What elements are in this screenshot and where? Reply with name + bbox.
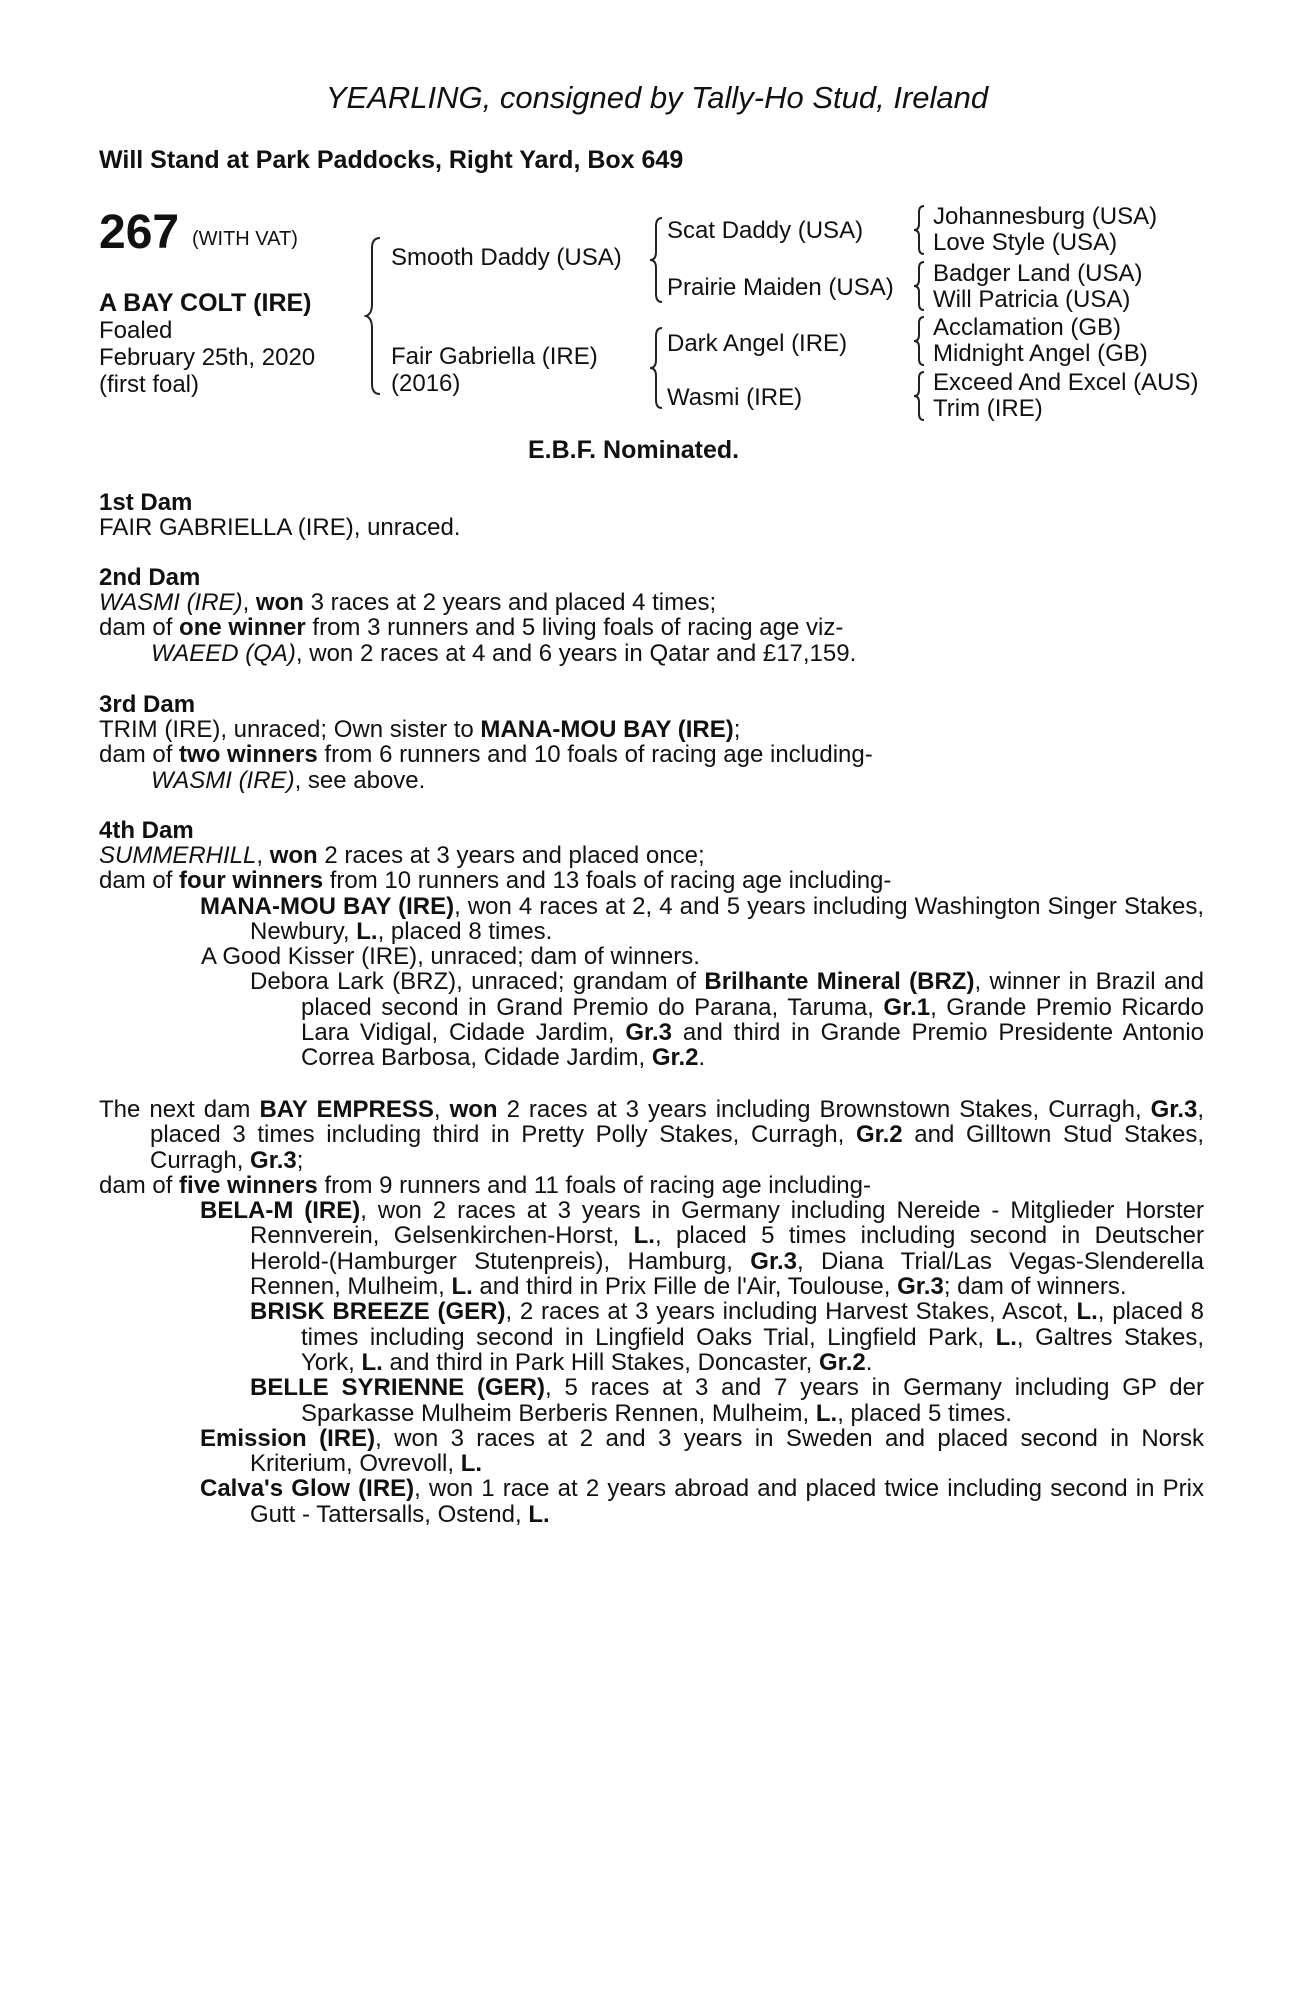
text-run: , Grande Premio Ricardo Lara Vidigal, Cidade Jardim,: [301, 993, 1204, 1047]
grandchild-name: Brilhante Mineral (BRZ): [704, 968, 975, 996]
text-run: 2 races at 3 years and placed once;: [317, 842, 705, 869]
ebf-note: E.B.F. Nominated.: [528, 436, 740, 464]
produce-a-good-kisser: A Good Kisser (IRE), unraced; dam of winners.: [201, 943, 700, 971]
text-run: 3 races at 2 years and placed 4 times;: [303, 589, 717, 616]
text-run: Debora Lark (BRZ), unraced; grandam of: [250, 968, 705, 996]
first-dam-section: [99, 490, 1204, 540]
produce-emission: [99, 1426, 1204, 1477]
text-run: ;: [733, 716, 741, 743]
won-text: won: [255, 589, 304, 616]
group-mark: Gr.3: [625, 1019, 673, 1047]
stand-location: Will Stand at Park Paddocks, Right Yard, Box 649: [99, 146, 684, 174]
text-run: , 5 races at 3 and 7 years in Germany including GP der Sparkasse Mulheim Berberis Rennen, Mulheim,: [301, 1374, 1204, 1427]
first-dam-text: FAIR GABRIELLA (IRE), unraced.: [99, 514, 461, 541]
text-run: from 6 runners and 10 foals of racing age including-: [317, 741, 873, 769]
group-mark: Gr.3: [250, 1146, 297, 1174]
ggp-6: Midnight Angel (GB): [933, 340, 1148, 367]
lot-number: 267: [99, 206, 180, 259]
winners-count: two winners: [179, 741, 318, 769]
listed-mark: L.: [995, 1323, 1017, 1351]
pedigree-sire-sire: Scat Daddy (USA): [667, 217, 864, 244]
grandchild-name: BELLE SYRIENNE (GER): [250, 1374, 545, 1402]
group-mark: Gr.3: [897, 1273, 944, 1301]
ggp-8: Trim (IRE): [933, 395, 1043, 422]
pedigree-dam-sire: Dark Angel (IRE): [667, 330, 848, 357]
page-title: YEARLING, consigned by Tally-Ho Stud, Ireland: [325, 80, 989, 115]
second-dam-produce: [99, 641, 1204, 666]
listed-mark: L.: [1076, 1298, 1098, 1326]
ggp-5: Acclamation (GB): [933, 314, 1122, 341]
ggp-brace-4: [912, 370, 928, 422]
group-mark: Gr.2: [651, 1044, 699, 1072]
produce-name: BELA-M (IRE): [200, 1197, 361, 1225]
text-run: and Gilltown Stud Stakes, Curragh,: [150, 1121, 1204, 1174]
pedigree-sire-dam: Prairie Maiden (USA): [667, 274, 894, 301]
ggp-4: Will Patricia (USA): [933, 286, 1131, 313]
listed-mark: L.: [451, 1273, 473, 1301]
text-run: ,: [256, 842, 270, 869]
text-run: , 2 races at 3 years including Harvest Stakes, Ascot,: [505, 1298, 1077, 1326]
dam-name: BAY EMPRESS: [259, 1096, 434, 1123]
pedigree-dam-year: (2016): [391, 370, 461, 397]
third-dam-section: [99, 692, 1204, 793]
sister-name: MANA-MOU BAY (IRE): [480, 716, 734, 743]
vat-note: (WITH VAT): [192, 228, 298, 250]
won-text: won: [449, 1096, 498, 1123]
text-run: from 9 runners and 11 foals of racing age including-: [317, 1171, 871, 1199]
produce-name: WAEED (QA): [151, 639, 296, 667]
text-run: .: [698, 1044, 706, 1072]
text-run: ; dam of winners.: [943, 1273, 1127, 1301]
dam-name: WASMI (IRE): [99, 589, 243, 616]
text-run: , won 4 races at 2, 4 and 5 years including Washington Singer Stakes, Newbury,: [250, 892, 1204, 945]
text-run: , placed 3 times including third in Pretty Polly Stakes, Curragh,: [150, 1096, 1205, 1149]
text-run: , won 2 races at 3 years in Germany including Nereide - Mitglieder Horster Rennverein, Gelsenkirchen-Horst,: [250, 1197, 1204, 1250]
dam-name: SUMMERHILL: [99, 842, 257, 869]
pedigree-dam-dam: Wasmi (IRE): [667, 384, 803, 411]
next-dam-intro: [99, 1097, 1204, 1173]
next-dam-produce-summary: [99, 1173, 1204, 1198]
text-run: , won 2 races at 4 and 6 years in Qatar and £17,159.: [295, 639, 857, 667]
foaled-date: February 25th, 2020: [99, 344, 316, 371]
sire-line-brace: [648, 216, 668, 304]
text-run: TRIM (IRE), unraced; Own sister to: [99, 716, 481, 743]
listed-mark: L.: [356, 917, 378, 945]
dam-line-brace: [648, 326, 668, 410]
produce-debora-lark: [99, 969, 1204, 1070]
text-run: from 10 runners and 13 foals of racing age including-: [323, 867, 892, 895]
text-run: , placed 5 times.: [837, 1399, 1012, 1427]
text-run: , placed 5 times including second in Deutscher Herold-(Hamburger Stutenpreis), Hamburg,: [250, 1222, 1204, 1275]
ggp-2: Love Style (USA): [933, 229, 1118, 256]
ggp-brace-2: [912, 260, 928, 312]
second-dam-line-1: [99, 590, 1204, 615]
second-dam-line-2: [99, 615, 1204, 640]
ggp-1: Johannesburg (USA): [933, 203, 1158, 230]
ggp-3: Badger Land (USA): [933, 260, 1143, 287]
first-dam-heading: 1st Dam: [99, 489, 193, 516]
produce-mana-mou-bay: [99, 894, 1204, 945]
next-dam-section: [99, 1097, 1204, 1527]
text-run: dam of: [99, 614, 180, 642]
won-text: won: [269, 842, 318, 869]
winners-count: four winners: [179, 867, 324, 895]
text-run: ;: [296, 1146, 304, 1174]
text-run: from 3 runners and 5 living foals of racing age viz-: [305, 614, 844, 642]
fourth-dam-line-2: [99, 868, 1204, 893]
text-run: and third in Park Hill Stakes, Doncaster,: [382, 1348, 820, 1376]
group-mark: Gr.3: [1150, 1096, 1198, 1123]
second-dam-section: [99, 565, 1204, 666]
second-dam-heading: 2nd Dam: [99, 564, 201, 591]
text-run: , see above.: [294, 766, 426, 794]
pedigree-sire: Smooth Daddy (USA): [391, 244, 622, 271]
produce-name: WASMI (IRE): [151, 766, 295, 794]
third-dam-line-1: [99, 717, 1204, 742]
group-mark: Gr.2: [855, 1121, 903, 1149]
pedigree-brace: [364, 236, 384, 396]
third-dam-produce: [99, 768, 1204, 793]
text-run: dam of: [99, 1171, 180, 1199]
produce-belle-syrienne: [99, 1375, 1204, 1426]
group-mark: Gr.3: [750, 1247, 797, 1275]
text-run: , placed 8 times.: [377, 917, 553, 945]
fourth-dam-section: [99, 818, 1204, 1071]
listed-mark: L.: [460, 1450, 483, 1478]
third-dam-line-2: [99, 742, 1204, 767]
foaled-label: Foaled: [99, 317, 173, 344]
group-mark: Gr.1: [883, 993, 931, 1021]
text-run: , winner in Brazil and placed second in Grand Premio do Parana, Taruma,: [301, 968, 1205, 1021]
pedigree-dam: Fair Gabriella (IRE): [391, 343, 598, 370]
winners-count: five winners: [179, 1171, 318, 1199]
text-run: and third in Prix Fille de l'Air, Toulouse,: [472, 1273, 898, 1301]
fourth-dam-heading: 4th Dam: [99, 817, 194, 844]
text-run: ,: [242, 589, 256, 616]
group-mark: Gr.2: [819, 1348, 866, 1376]
ggp-brace-3: [912, 315, 928, 367]
ggp-7: Exceed And Excel (AUS): [933, 369, 1199, 396]
ggp-brace-1: [912, 204, 928, 256]
produce-name: Emission (IRE): [200, 1424, 376, 1452]
produce-calvas-glow: [99, 1476, 1204, 1527]
text-run: , Diana Trial/Las Vegas-Slenderella Rennen, Mulheim,: [250, 1247, 1204, 1301]
text-run: dam of: [99, 867, 180, 895]
listed-mark: L.: [361, 1348, 383, 1376]
produce-name: Calva's Glow (IRE): [200, 1475, 415, 1503]
text-run: 2 races at 3 years including Brownstown Stakes, Curragh,: [497, 1096, 1151, 1123]
text-run: , won 3 races at 2 and 3 years in Sweden and placed second in Norsk Kriterium, Ovrevoll,: [250, 1424, 1205, 1478]
listed-mark: L.: [528, 1500, 550, 1528]
text-run: and third in Grande Premio Presidente Antonio Correa Barbosa, Cidade Jardim,: [301, 1019, 1204, 1072]
fourth-dam-line-1: [99, 843, 1204, 868]
produce-name: MANA-MOU BAY (IRE): [200, 892, 455, 920]
listed-mark: L.: [633, 1222, 655, 1250]
produce-brisk-breeze: [99, 1299, 1204, 1375]
text-run: , Galtres Stakes, York,: [301, 1323, 1205, 1376]
text-run: .: [865, 1348, 873, 1376]
foal-note: (first foal): [99, 371, 200, 398]
text-run: , placed 8 times including second in Lingfield Oaks Trial, Lingfield Park,: [301, 1298, 1205, 1351]
text-run: The next dam: [99, 1096, 260, 1123]
listed-mark: L.: [815, 1399, 838, 1427]
text-run: dam of: [99, 741, 180, 769]
text-run: , won 1 race at 2 years abroad and placed twice including second in Prix Gutt - Tattersalls, Ostend,: [250, 1475, 1204, 1528]
produce-bela-m: [99, 1198, 1204, 1299]
third-dam-heading: 3rd Dam: [99, 691, 196, 718]
grandchild-name: BRISK BREEZE (GER): [250, 1298, 506, 1326]
text-run: ,: [433, 1096, 450, 1123]
horse-name: A BAY COLT (IRE): [99, 289, 312, 317]
winners-count: one winner: [179, 614, 306, 642]
